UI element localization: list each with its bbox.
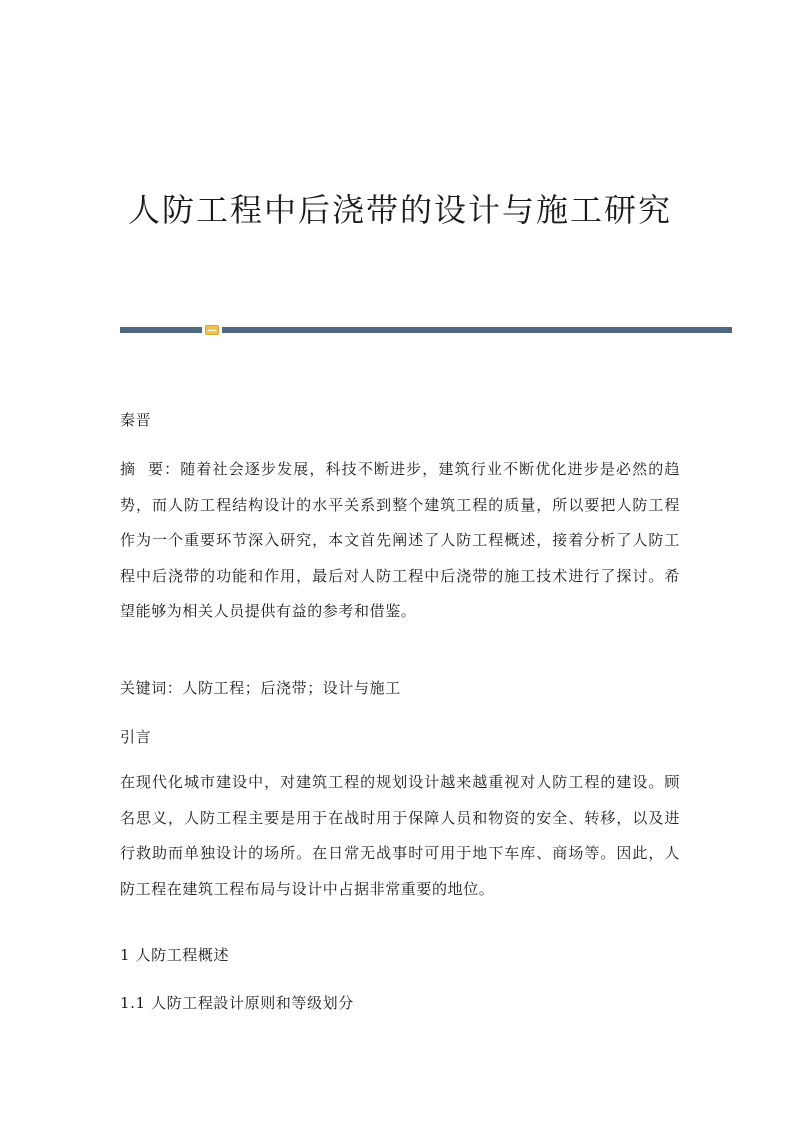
title-divider [120,325,732,335]
intro-heading: 引言 [120,728,152,746]
keywords-line [120,671,680,707]
abstract-paragraph [120,452,680,630]
section-1-heading: 1 人防工程概述 [120,946,230,964]
divider-right-segment [222,327,732,333]
author-name: 秦晋 [120,411,152,429]
divider-left-segment [120,327,202,333]
abstract-text: 随着社会逐步发展，科技不断进步，建筑行业不断优化进步是必然的趋势，而人防工程结构设计的水平关系到整个建筑工程的质量，所以要把人防工程作为一个重要环节深入研究，本文首先阐述了人防工程概述，接着分析了人防工程中后浇带的功能和作用，最后对人防工程中后浇带的施工技术进行了探讨。希望能够为相关人员提供有益的参考和借鉴。 [120,460,680,620]
section-1-1-heading: 1.1 人防工程設计原则和等级划分 [120,994,354,1012]
divider-ornament-icon [205,325,219,335]
page-title: 人防工程中后浇带的设计与施工研究 [127,191,672,229]
abstract-label: 摘 要： [120,460,181,478]
keywords-text: 人防工程；后浇带；设计与施工 [182,679,401,697]
intro-paragraph: 在现代化城市建设中，对建筑工程的规划设计越来越重视对人防工程的建设。顾名思义，人防工程主要是用于在战时用于保障人员和物资的安全、转移，以及进行救助而单独设计的场所。在日常无战事时可用于地下车库、商场等。因此，人防工程在建筑工程布局与设计中占据非常重要的地位。 [120,773,680,898]
keywords-label: 关键词： [120,679,183,697]
